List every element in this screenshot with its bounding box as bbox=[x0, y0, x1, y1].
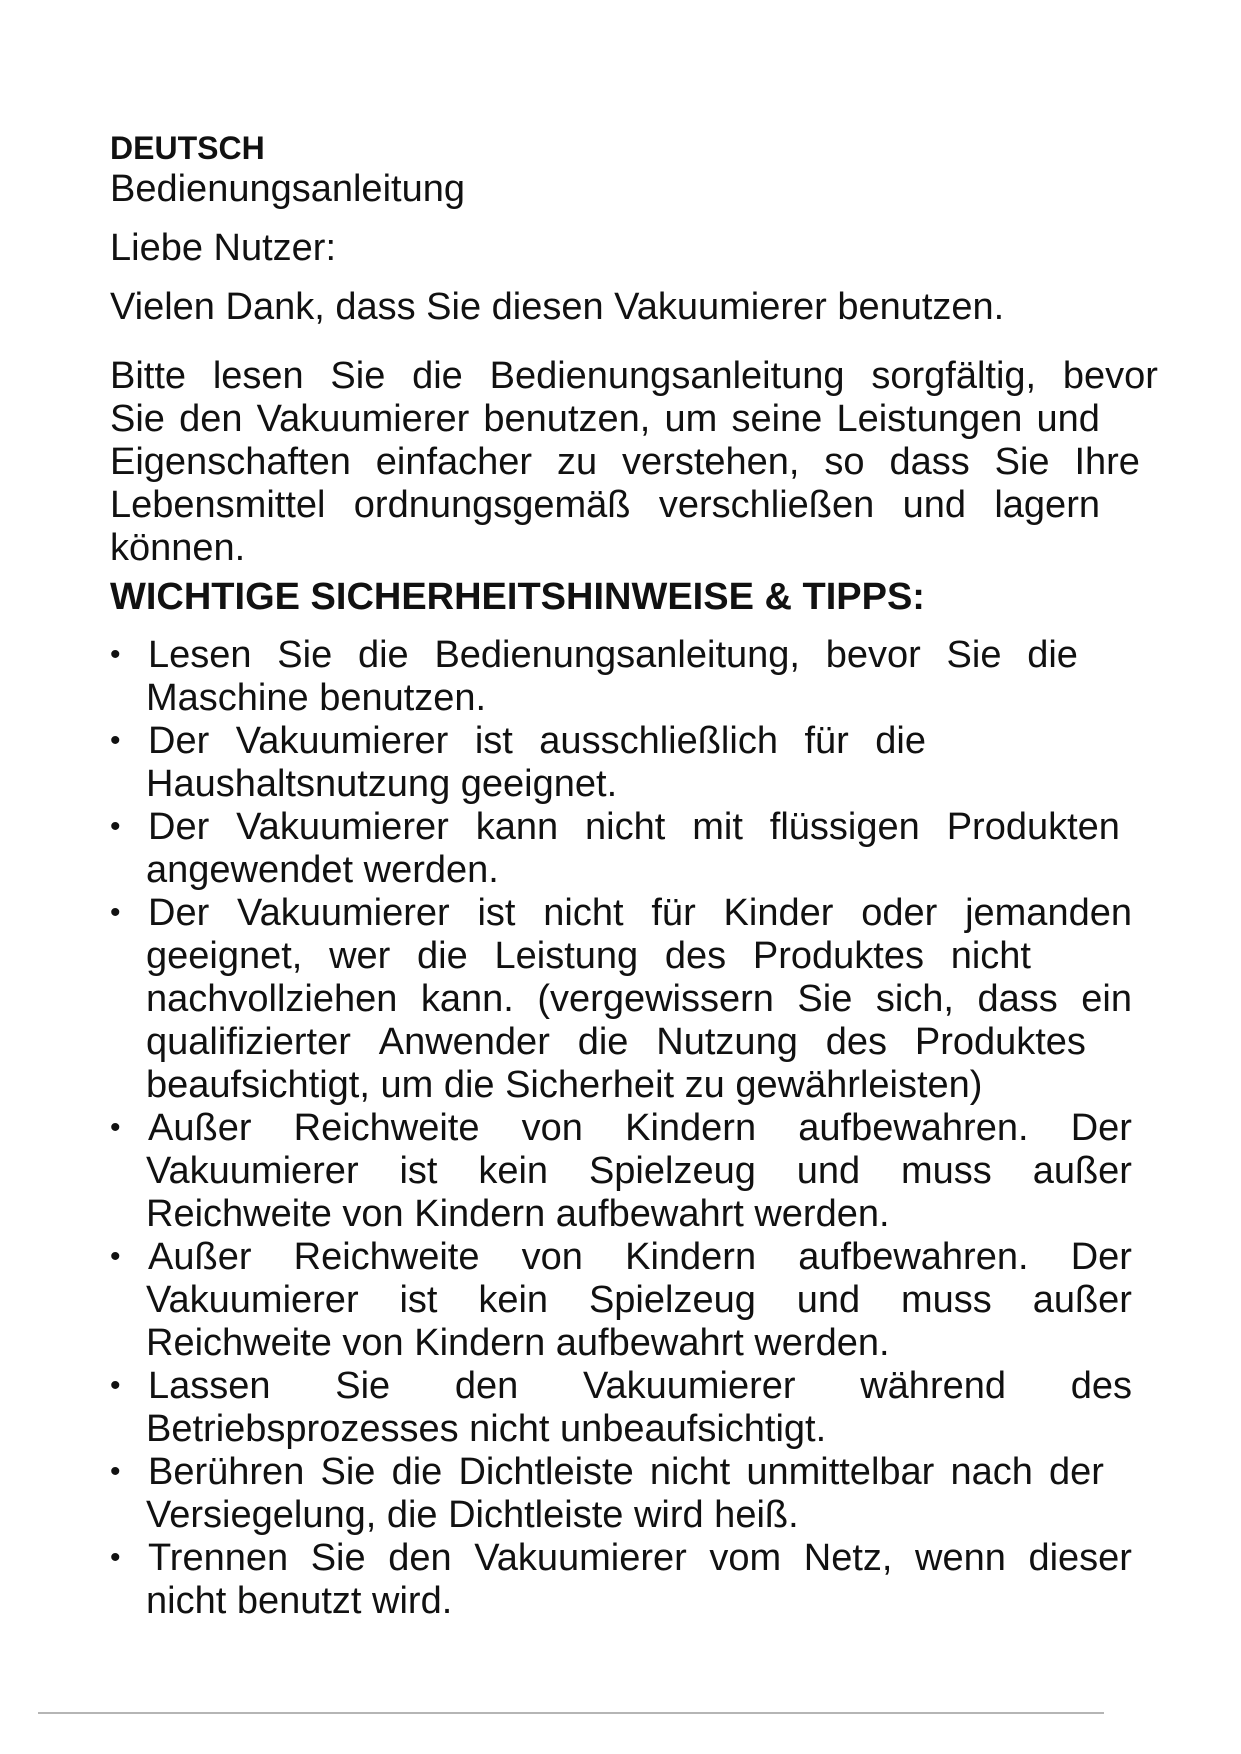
list-item-line: Lesen Sie die Bedienungsanleitung, bevor Sie die bbox=[148, 634, 1078, 676]
bullet-icon: • bbox=[110, 724, 121, 757]
list-item-line: Der Vakuumierer ist nicht für Kinder oder jemanden bbox=[148, 892, 1132, 934]
document-subtitle: Bedienungsanleitung bbox=[110, 168, 465, 210]
list-item-line: Maschine benutzen. bbox=[146, 677, 487, 719]
bullet-icon: • bbox=[110, 1111, 121, 1144]
bullet-icon: • bbox=[110, 1541, 121, 1574]
list-item-line: nachvollziehen kann. (vergewissern Sie sich, dass ein bbox=[146, 978, 1132, 1020]
greeting: Liebe Nutzer: bbox=[110, 227, 337, 269]
paragraph-line: Lebensmittel ordnungsgemäß verschließen und lagern bbox=[110, 484, 1100, 526]
bullet-icon: • bbox=[110, 896, 121, 929]
list-item-line: Versiegelung, die Dichtleiste wird heiß. bbox=[146, 1494, 799, 1536]
list-item-line: qualifizierter Anwender die Nutzung des Produktes bbox=[146, 1021, 1086, 1063]
paragraph-line: können. bbox=[110, 527, 246, 569]
bullet-icon: • bbox=[110, 1240, 121, 1273]
list-item-line: Reichweite von Kindern aufbewahrt werden. bbox=[146, 1193, 890, 1235]
list-item-line: geeignet, wer die Leistung des Produktes nicht bbox=[146, 935, 1031, 977]
list-item-line: Außer Reichweite von Kindern aufbewahren. Der bbox=[148, 1236, 1132, 1278]
list-item-line: Der Vakuumierer ist ausschließlich für die bbox=[148, 720, 926, 762]
list-item-line: Vakuumierer ist kein Spielzeug und muss außer bbox=[146, 1279, 1132, 1321]
list-item-line: angewendet werden. bbox=[146, 849, 499, 891]
list-item-line: Der Vakuumierer kann nicht mit flüssigen Produkten bbox=[148, 806, 1120, 848]
list-item-line: Reichweite von Kindern aufbewahrt werden. bbox=[146, 1322, 890, 1364]
bullet-icon: • bbox=[110, 1369, 121, 1402]
footer-divider bbox=[38, 1712, 1104, 1714]
list-item-line: Außer Reichweite von Kindern aufbewahren. Der bbox=[148, 1107, 1132, 1149]
safety-heading: WICHTIGE SICHERHEITSHINWEISE & TIPPS: bbox=[110, 576, 925, 618]
bullet-icon: • bbox=[110, 1455, 121, 1488]
list-item-line: nicht benutzt wird. bbox=[146, 1580, 453, 1622]
list-item-line: Vakuumierer ist kein Spielzeug und muss außer bbox=[146, 1150, 1132, 1192]
bullet-icon: • bbox=[110, 810, 121, 843]
list-item-line: Berühren Sie die Dichtleiste nicht unmittelbar nach der bbox=[148, 1451, 1104, 1493]
paragraph-line: Bitte lesen Sie die Bedienungsanleitung sorgfältig, bevor bbox=[110, 355, 1158, 397]
paragraph-line: Sie den Vakuumierer benutzen, um seine Leistungen und bbox=[110, 398, 1100, 440]
paragraph-line: Eigenschaften einfacher zu verstehen, so dass Sie Ihre bbox=[110, 441, 1140, 483]
list-item-line: beaufsichtigt, um die Sicherheit zu gewährleisten) bbox=[146, 1064, 983, 1106]
list-item-line: Lassen Sie den Vakuumierer während des bbox=[148, 1365, 1132, 1407]
list-item-line: Betriebsprozesses nicht unbeaufsichtigt. bbox=[146, 1408, 827, 1450]
bullet-icon: • bbox=[110, 638, 121, 671]
list-item-line: Trennen Sie den Vakuumierer vom Netz, wenn dieser bbox=[148, 1537, 1132, 1579]
language-heading: DEUTSCH bbox=[110, 130, 265, 166]
list-item-line: Haushaltsnutzung geeignet. bbox=[146, 763, 618, 805]
thanks-line: Vielen Dank, dass Sie diesen Vakuumierer benutzen. bbox=[110, 286, 1005, 328]
